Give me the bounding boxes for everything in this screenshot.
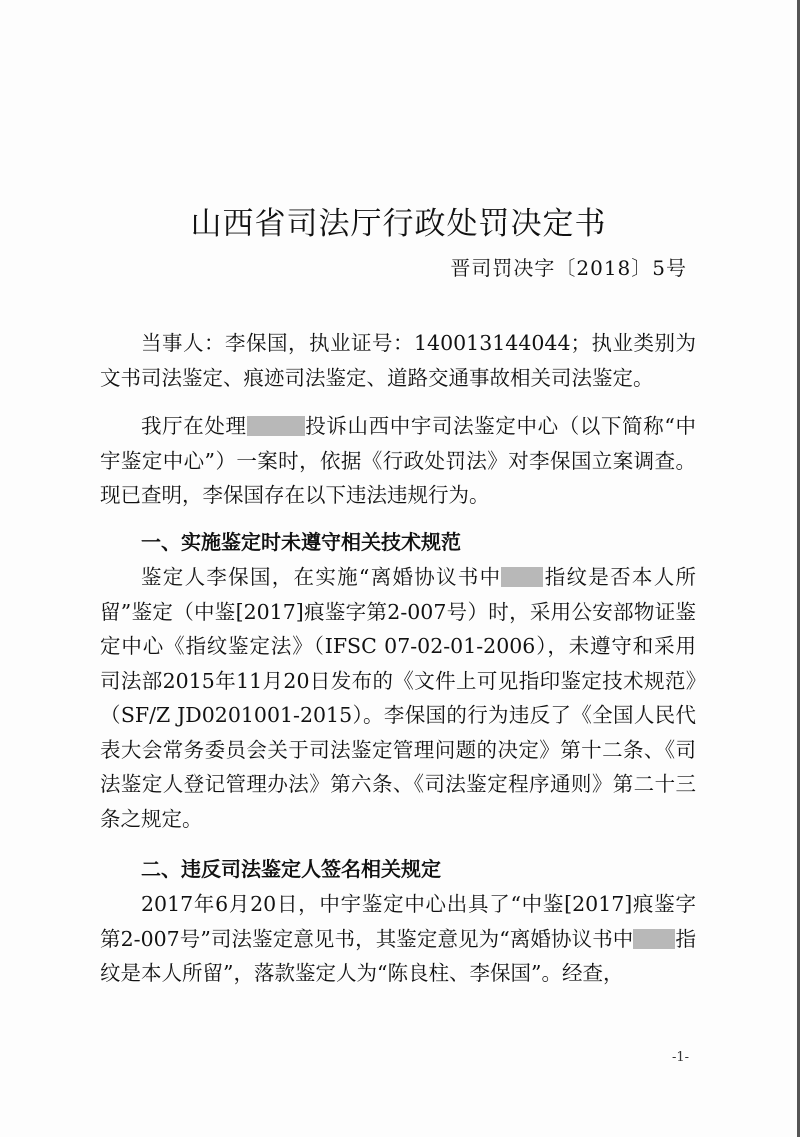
section2-text-after: 指纹是本人所留”，落款鉴定人为“陈良柱、李保国”。经查， [100,926,696,985]
page-number: -1- [671,1050,689,1065]
document-title: 山西省司法厅行政处罚决定书 [190,206,607,242]
intro-text-before: 我厅在处理 [141,414,247,438]
section-heading-1: 一、实施鉴定时未遵守相关技术规范 [141,530,461,554]
scan-artifact [542,2,582,10]
paragraph-intro [100,409,696,513]
paragraph-section-2 [100,887,696,991]
paragraph-party [100,326,696,395]
section-heading-2: 二、违反司法鉴定人签名相关规定 [141,857,441,881]
redacted-name-block [633,929,675,949]
section1-text-after: 指纹是否本人所留”鉴定（中鉴[2017]痕鉴字第2-007号）时，采用公安部物证鉴定中心《指纹鉴定法》（IFSC 07-02-01-2006），未遵守和采用司法部2015年11月20日发布的《文件上可见指印鉴定技术规范》（SF/Z JD0201001-2015）。李保国的行为违反了《全国人民代表大会常务委员会关于司法鉴定管理问题的决定》第十二条、《司法鉴定人登记管理办法》第六条、《司法鉴定程序通则》第二十三条之规定。 [100,565,696,831]
redacted-name-block [501,567,543,587]
section2-text-before: 2017年6月20日，中宇鉴定中心出具了“中鉴[2017]痕鉴字第2-007号”司法鉴定意见书，其鉴定意见为“离婚协议书中 [100,892,696,951]
paragraph-section-1 [100,560,696,836]
section1-text-before: 鉴定人李保国，在实施“离婚协议书中 [141,565,502,589]
document-number: 晋司罚决字〔2018〕5号 [450,256,687,280]
party-text: 当事人：李保国，执业证号：140013144044；执业类别为文书司法鉴定、痕迹司法鉴定、道路交通事故相关司法鉴定。 [100,331,696,390]
redacted-name-block [247,416,305,436]
intro-text-after: 投诉山西中宇司法鉴定中心（以下简称“中宇鉴定中心”）一案时，依据《行政处罚法》对李保国立案调查。现已查明，李保国存在以下违法违规行为。 [100,414,697,507]
